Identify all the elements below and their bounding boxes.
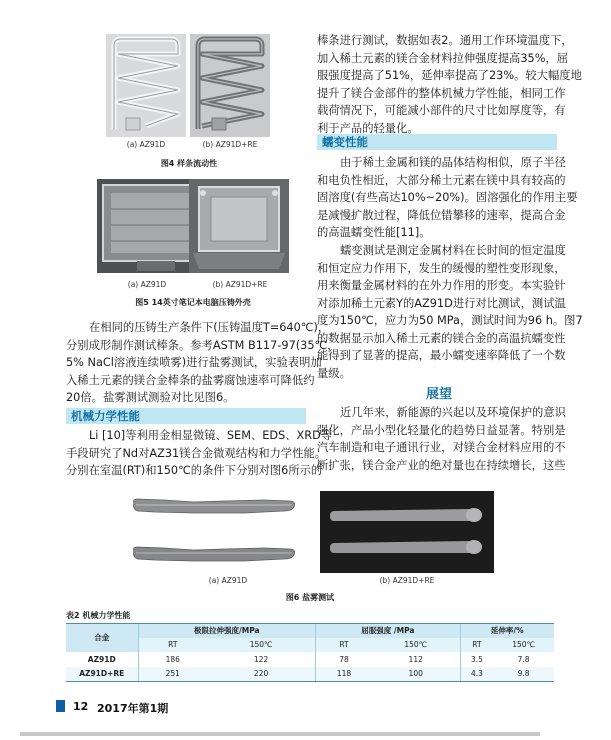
text-line: 和电负性相近，大部分稀土元素在镁中具有较高的	[317, 173, 566, 187]
figure5-sub-a: (a) AZ91D	[127, 280, 167, 289]
cell-alloy: AZ91D	[66, 652, 138, 667]
sub-rt: RT	[460, 638, 493, 652]
text-line: 断扩张，镁合金产业的绝对量也在持续增长，这些	[317, 458, 566, 472]
table-subheader-row	[66, 638, 554, 652]
text-line: 量级。	[317, 366, 351, 380]
figure4a-photo	[106, 34, 186, 137]
text-line: 20倍。盐雾测试测验对比见图6。	[66, 391, 235, 404]
section-heading-mechanical: 机械力学性能	[66, 408, 306, 424]
text-line: 服强度提高了51%，延伸率提高了23%。较大幅度地	[317, 69, 582, 82]
group-tensile-header: 极限拉伸强度/MPa	[138, 624, 316, 638]
text-line: 能得到了显著的提高，最小蠕变速率降低了一个数	[317, 349, 566, 362]
right-para-1	[317, 32, 582, 137]
text-line: 载荷情况下，可能减小部件的尺寸比如厚度等，有	[317, 104, 566, 117]
text-line: 和恒定应力作用下，发生的缓慢的塑性变形现象，	[317, 261, 566, 275]
cell-value: 9.8	[493, 667, 554, 682]
figure6-sub-b: (b) AZ91D+RE	[379, 576, 435, 585]
text-line: 近几年来，新能源的兴起以及环境保护的意识	[340, 406, 566, 419]
issue-label: 2017年第1期	[97, 702, 169, 715]
cell-value: 122	[207, 652, 315, 667]
sub-150: 150℃	[372, 638, 460, 652]
text-line: 提升了镁合金部件的整体机械力学性能，相同工作	[317, 86, 566, 100]
text-line: 在相同的压铸生产条件下(压铸温度T=640℃)，	[89, 321, 330, 334]
cell-alloy: AZ91D+RE	[66, 667, 138, 682]
sub-rt: RT	[316, 638, 372, 652]
cell-value: 220	[207, 667, 315, 682]
sub-rt: RT	[138, 638, 207, 652]
text-line: 固溶度(有些高达10%~20%)。固溶强化的作用主要	[317, 191, 578, 204]
sub-150: 150℃	[207, 638, 315, 652]
text-line: 入稀土元素的镁合金棒条的盐雾腐蚀速率可降低约	[66, 373, 315, 387]
table2	[66, 623, 554, 682]
cell-value: 100	[372, 667, 460, 682]
page-number: 12	[73, 700, 89, 713]
text-line: 分别在室温(RT)和150℃的条件下分别对图6所示的	[66, 464, 323, 477]
cell-value: 3.5	[460, 652, 493, 667]
figure6-sub-a: (a) AZ91D	[208, 576, 248, 585]
text-line: Li [10]等利用金相显微镜、SEM、EDS、XRD等	[89, 429, 333, 442]
figure4-sub-b: (b) AZ91D+RE	[202, 140, 258, 149]
text-line: 手段研究了Nd对AZ31镁合金微观结构和力学性能。	[66, 446, 327, 460]
text-line: 度为150℃，应力为50 MPa，测试时间为96 h。图7	[317, 314, 583, 327]
figure6-caption: 图6 盐雾测试	[285, 593, 335, 602]
cell-value: 7.8	[493, 652, 554, 667]
figure5b-photo	[189, 179, 289, 273]
text-line: 汽车制造和电子通讯行业，对镁合金材料应用的不	[317, 441, 566, 454]
figure4b-photo	[190, 34, 270, 137]
cropped-next-line	[0, 721, 611, 728]
text-line: 分别成形制作测试棒条。参考ASTM B117-97(35℃，	[66, 338, 339, 352]
text-line: 是减慢扩散过程，降低位错攀移的速率，提高合金	[317, 208, 566, 222]
table-header-row	[66, 624, 554, 638]
text-line: 对添加稀土元素Y的AZ91D进行对比测试，测试温	[317, 296, 566, 310]
text-line: 5% NaCl溶液连续喷雾)进行盐雾测试，实验表明加	[66, 356, 322, 369]
figure6a-photo	[124, 491, 300, 573]
figure6b-photo	[320, 491, 494, 573]
text-line: 强化，产品小型化轻量化的趋势日益显著。特别是	[317, 423, 566, 437]
cell-value: 118	[316, 667, 372, 682]
figure5-sub-b: (b) AZ91D+RE	[212, 280, 268, 289]
text-line: 加入稀土元素的镁合金材料拉伸强度提高35%，屈	[317, 51, 569, 65]
section-heading-creep: 蠕变性能	[317, 134, 557, 150]
text-line: 的数据显示加入稀土元素的镁合金的高温抗蠕变性	[317, 331, 566, 345]
col-alloy-header: 合金	[66, 624, 138, 652]
table2-caption: 表2 机械力学性能	[66, 611, 131, 620]
sub-150: 150℃	[493, 638, 554, 652]
text-line: 用来衡量金属材料的在外力作用的形变。本实验针	[317, 279, 566, 292]
right-para-3	[317, 242, 583, 382]
table-row	[66, 667, 554, 682]
figure5-caption: 图5 14英寸笔记本电脑压铸外壳	[135, 298, 251, 307]
text-line: 棒条进行测试，数据如表2。通用工作环境温度下，	[317, 34, 573, 47]
cell-value: 251	[138, 667, 207, 682]
page-number-marker	[56, 700, 65, 712]
cell-value: 78	[316, 652, 372, 667]
section-heading-outlook: 展望	[425, 387, 452, 402]
cell-value: 112	[372, 652, 460, 667]
figure4-sub-a: (a) AZ91D	[126, 140, 166, 149]
cell-value: 186	[138, 652, 207, 667]
text-line: 利于产品的轻量化。	[317, 121, 419, 135]
text-line: 蠕变测试是测定金属材料在长时间的恒定温度	[340, 244, 566, 257]
group-yield-header: 屈服强度 /MPa	[316, 624, 461, 638]
cell-value: 4.3	[460, 667, 493, 682]
group-elong-header: 延伸率/%	[460, 624, 554, 638]
left-para-2	[66, 427, 333, 480]
text-line: 由于稀土金属和镁的晶体结构相似，原子半径	[340, 156, 566, 169]
right-para-2	[317, 154, 578, 242]
figure4-caption: 图4 样条流动性	[160, 159, 218, 168]
table-row	[66, 652, 554, 667]
text-line: 的高温蠕变性能[11]。	[317, 226, 431, 239]
right-para-4	[317, 404, 566, 474]
